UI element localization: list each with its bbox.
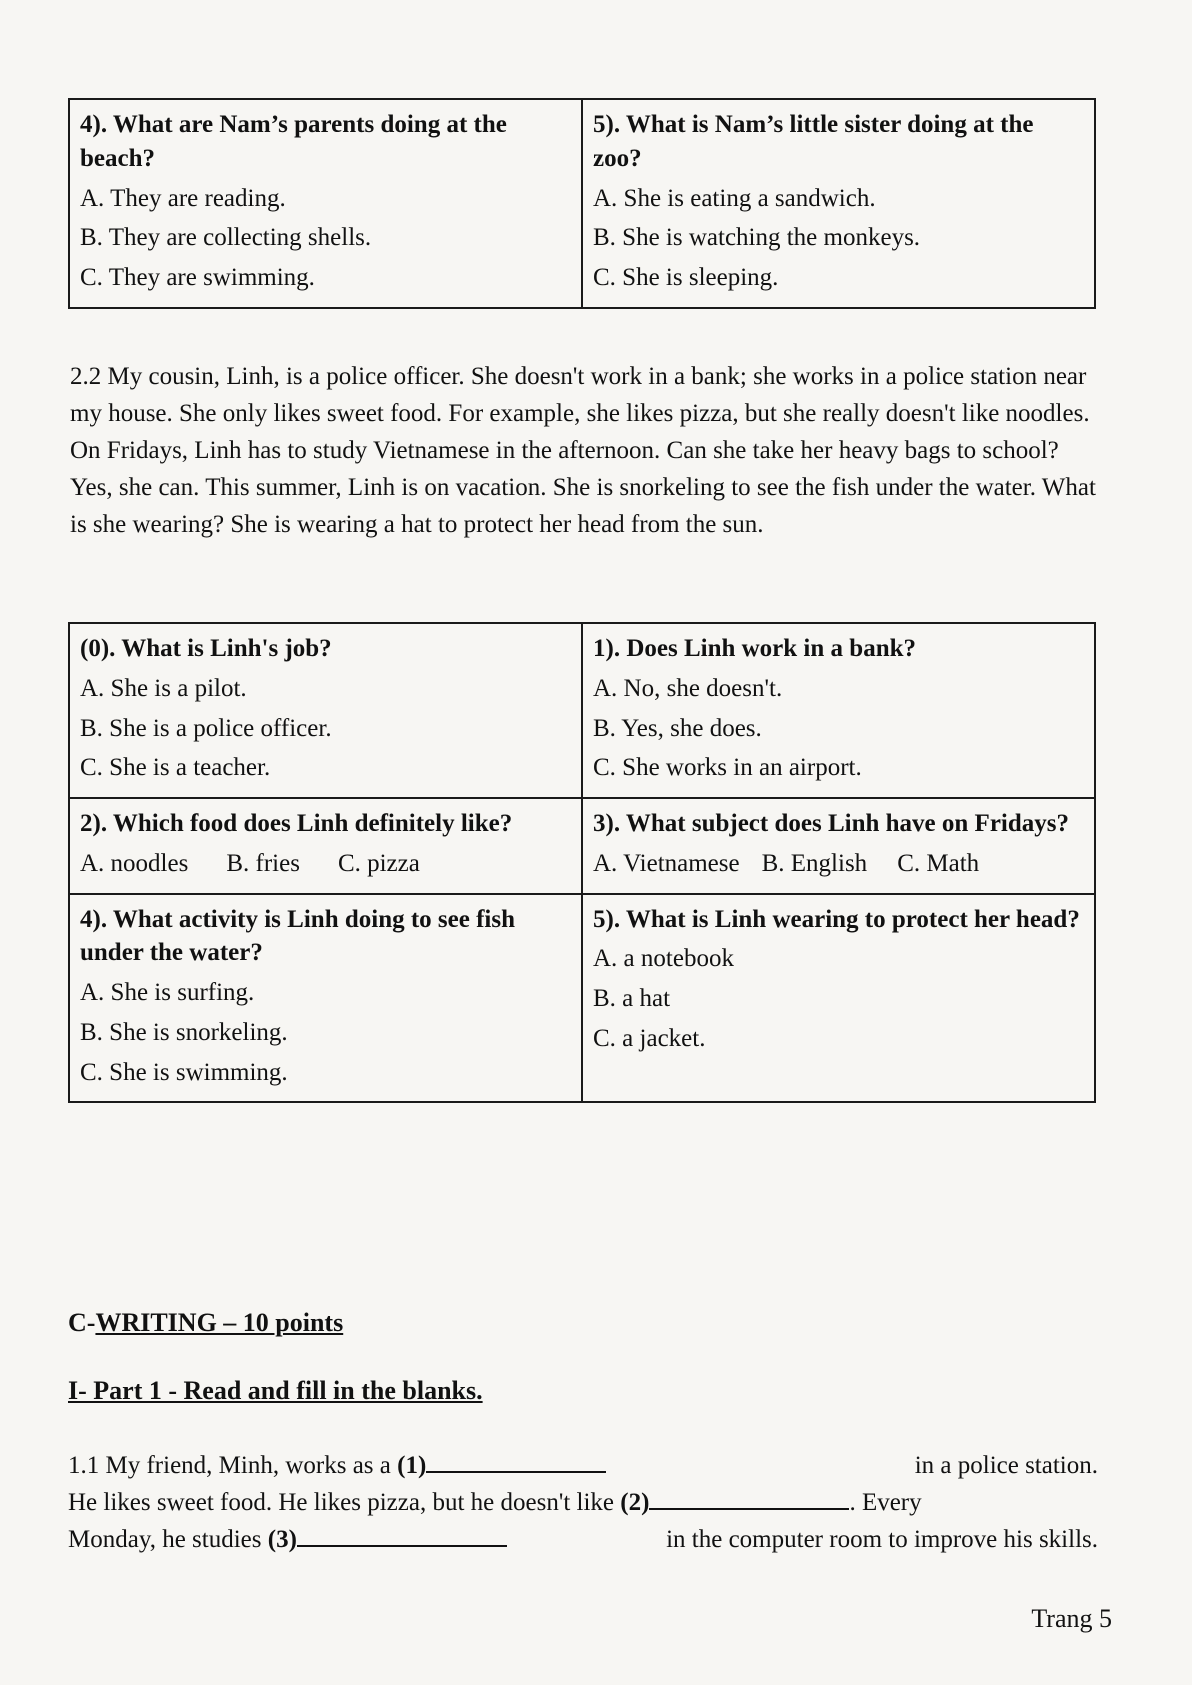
option-c: C. a jacket. — [593, 1024, 706, 1052]
option-b: B. She is snorkeling. — [80, 1018, 288, 1046]
option-b: B. Yes, she does. — [593, 714, 762, 742]
option-b: B. She is a police officer. — [80, 714, 332, 742]
fill-text — [68, 1521, 507, 1558]
blank-1[interactable] — [426, 1449, 606, 1473]
question-text: 4). What activity is Linh doing to see fish under the water? — [80, 905, 515, 967]
blank-number: (1) — [397, 1452, 427, 1479]
text-segment: 1.1 My friend, Minh, works as a — [68, 1452, 398, 1479]
option-a: A. a notebook — [593, 945, 734, 973]
question-table-linh — [68, 622, 1096, 1103]
blank-3[interactable] — [297, 1523, 507, 1547]
fill-line-1 — [68, 1447, 1098, 1484]
fill-line-3 — [68, 1521, 1098, 1558]
text-segment: He likes sweet food. He likes pizza, but he doesn't like — [68, 1489, 621, 1516]
option-a: A. Vietnamese — [593, 849, 740, 877]
fill-text-end: in the computer room to improve his skills. — [666, 1526, 1098, 1553]
option-a: A. She is surfing. — [80, 979, 255, 1006]
option-c: C. pizza — [337, 849, 420, 877]
fill-text — [68, 1484, 922, 1521]
question-4-cell — [69, 99, 582, 308]
question-5-cell — [582, 99, 1095, 308]
question-text: 2). Which food does Linh definitely like? — [80, 810, 513, 837]
question-text: 1). Does Linh work in a bank? — [593, 635, 916, 662]
question-3-cell — [582, 798, 1095, 894]
question-text: 3). What subject does Linh have on Fridays? — [593, 810, 1069, 837]
text-segment: . Every — [849, 1489, 922, 1516]
option-c: C. She is a teacher. — [80, 754, 271, 782]
reading-passage-2-2: 2.2 My cousin, Linh, is a police officer. She doesn't work in a bank; she works in a police station near my house. She only likes sweet food. For example, she likes pizza, but she really doesn't like noodles. On Fridays, Linh has to study Vietnamese in the afternoon. Can she take her heavy bags to school? Yes, she can. This summer, Linh is on vacation. She is snorkeling to see the fish under the water. What is she wearing? She is wearing a hat to protect her head from the sun. — [70, 363, 1096, 538]
question-0-cell — [69, 623, 582, 798]
question-text: 4). What are Nam’s parents doing at the beach? — [80, 111, 507, 172]
inline-options — [593, 847, 1084, 881]
option-b: B. They are collecting shells. — [80, 224, 372, 252]
blank-number: (2) — [620, 1489, 650, 1516]
option-c: C. She is swimming. — [80, 1058, 288, 1086]
option-a: A. noodles — [80, 849, 189, 877]
option-c: C. She is sleeping. — [593, 264, 779, 291]
fill-text — [68, 1447, 606, 1484]
option-a: A. No, she doesn't. — [593, 674, 783, 702]
option-a: A. She is a pilot. — [80, 674, 247, 702]
question-table-nam — [68, 98, 1096, 309]
section-heading — [68, 1308, 343, 1338]
option-b: B. fries — [226, 849, 300, 877]
text-segment: Monday, he studies — [68, 1526, 268, 1553]
question-1-cell — [582, 623, 1095, 798]
blank-number: (3) — [267, 1526, 297, 1553]
fill-in-passage — [68, 1447, 1098, 1558]
option-b: B. a hat — [593, 985, 671, 1012]
option-a: A. She is eating a sandwich. — [593, 184, 876, 212]
question-text: 5). What is Nam’s little sister doing at the zoo? — [593, 111, 1034, 172]
option-b: B. She is watching the monkeys. — [593, 224, 921, 252]
fill-text-end: in a police station. — [914, 1452, 1098, 1479]
question-text: (0). What is Linh's job? — [80, 635, 332, 662]
fill-line-2 — [68, 1484, 1098, 1521]
question-5-cell — [582, 894, 1095, 1103]
option-a: A. They are reading. — [80, 184, 286, 212]
option-c: C. They are swimming. — [80, 264, 315, 291]
blank-2[interactable] — [649, 1486, 849, 1510]
question-text: 5). What is Linh wearing to protect her head? — [593, 905, 1080, 933]
option-b: B. English — [761, 849, 868, 877]
question-2-cell — [69, 798, 582, 894]
option-c: C. She works in an airport. — [593, 754, 862, 782]
section-title: WRITING – 10 points — [95, 1308, 344, 1337]
inline-options — [80, 847, 571, 881]
option-c: C. Math — [897, 849, 980, 877]
section-prefix: C- — [68, 1308, 96, 1337]
page-number: Trang 5 — [1031, 1604, 1112, 1633]
part-title: I- Part 1 - Read and fill in the blanks. — [68, 1376, 483, 1405]
question-4-cell — [69, 894, 582, 1103]
